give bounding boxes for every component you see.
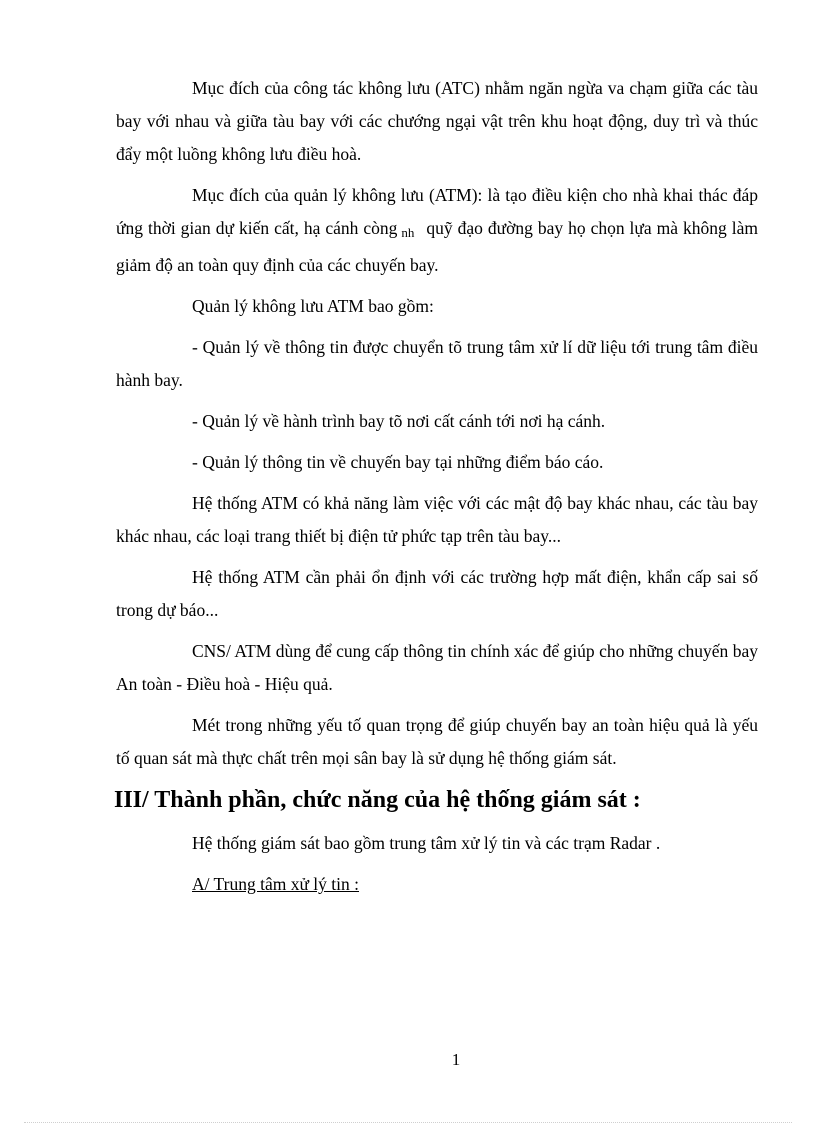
list-item-flight-info: - Quản lý thông tin về chuyến bay tại những điểm báo cáo. [192, 452, 604, 472]
paragraph-surveillance-factor: Mét trong những yếu tố quan trọng để giúp chuyến bay an toàn hiệu quả là yếu tố quan sát mà thực chất trên mọi sân bay là sử dụng hệ thống giám sát. [116, 715, 758, 768]
list-item-info-management: - Quản lý về thông tin được chuyển tõ trung tâm xử lí dữ liệu tới trung tâm điều hành bay. [116, 337, 758, 390]
section-heading: III/ Thành phần, chức năng của hệ thống giám sát : [114, 787, 641, 813]
insert-mark: nh [401, 225, 415, 240]
page-number: 1 [451, 1050, 461, 1069]
paragraph-atm-purpose [116, 179, 758, 282]
paragraph-atm-capability: Hệ thống ATM có khả năng làm việc với các mật độ bay khác nhau, các tàu bay khác nhau, các loại trang thiết bị điện tử phức tạp trên tàu bay... [116, 493, 758, 546]
page-content [116, 72, 758, 909]
paragraph-atm-purpose-part1: Mục đích của quản lý không lưu (ATM): là tạo điều kiện cho nhà khai thác đáp ứng thời gian dự kiến cất, hạ cánh còng [116, 185, 758, 238]
paragraph-atm-stability: Hệ thống ATM cần phải ổn định với các trường hợp mất điện, khẩn cấp sai số trong dự báo... [116, 567, 758, 620]
paragraph-system-intro: Hệ thống giám sát bao gồm trung tâm xử lý tin và các trạm Radar . [192, 833, 661, 853]
paragraph-cns-atm: CNS/ ATM dùng để cung cấp thông tin chính xác để giúp cho những chuyến bay An toàn - Điều hoà - Hiệu quả. [116, 641, 758, 694]
paragraph-atc-purpose: Mục đích của công tác không lưu (ATC) nhằm ngăn ngừa va chạm giữa các tàu bay với nhau và giữa tàu bay với các chướng ngại vật trên khu hoạt động, duy trì và thúc đẩy một luồng không lưu điều hoà. [116, 78, 758, 164]
list-item-route-management: - Quản lý về hành trình bay tõ nơi cất cánh tới nơi hạ cánh. [192, 411, 606, 431]
subsection-heading: A/ Trung tâm xử lý tin : [192, 874, 360, 894]
paragraph-atm-purpose-part2: quỹ đạo đường bay họ chọn lựa mà không làm giảm độ an toàn quy định của các chuyến bay. [116, 218, 758, 275]
paragraph-atm-includes: Quản lý không lưu ATM bao gồm: [192, 296, 434, 316]
